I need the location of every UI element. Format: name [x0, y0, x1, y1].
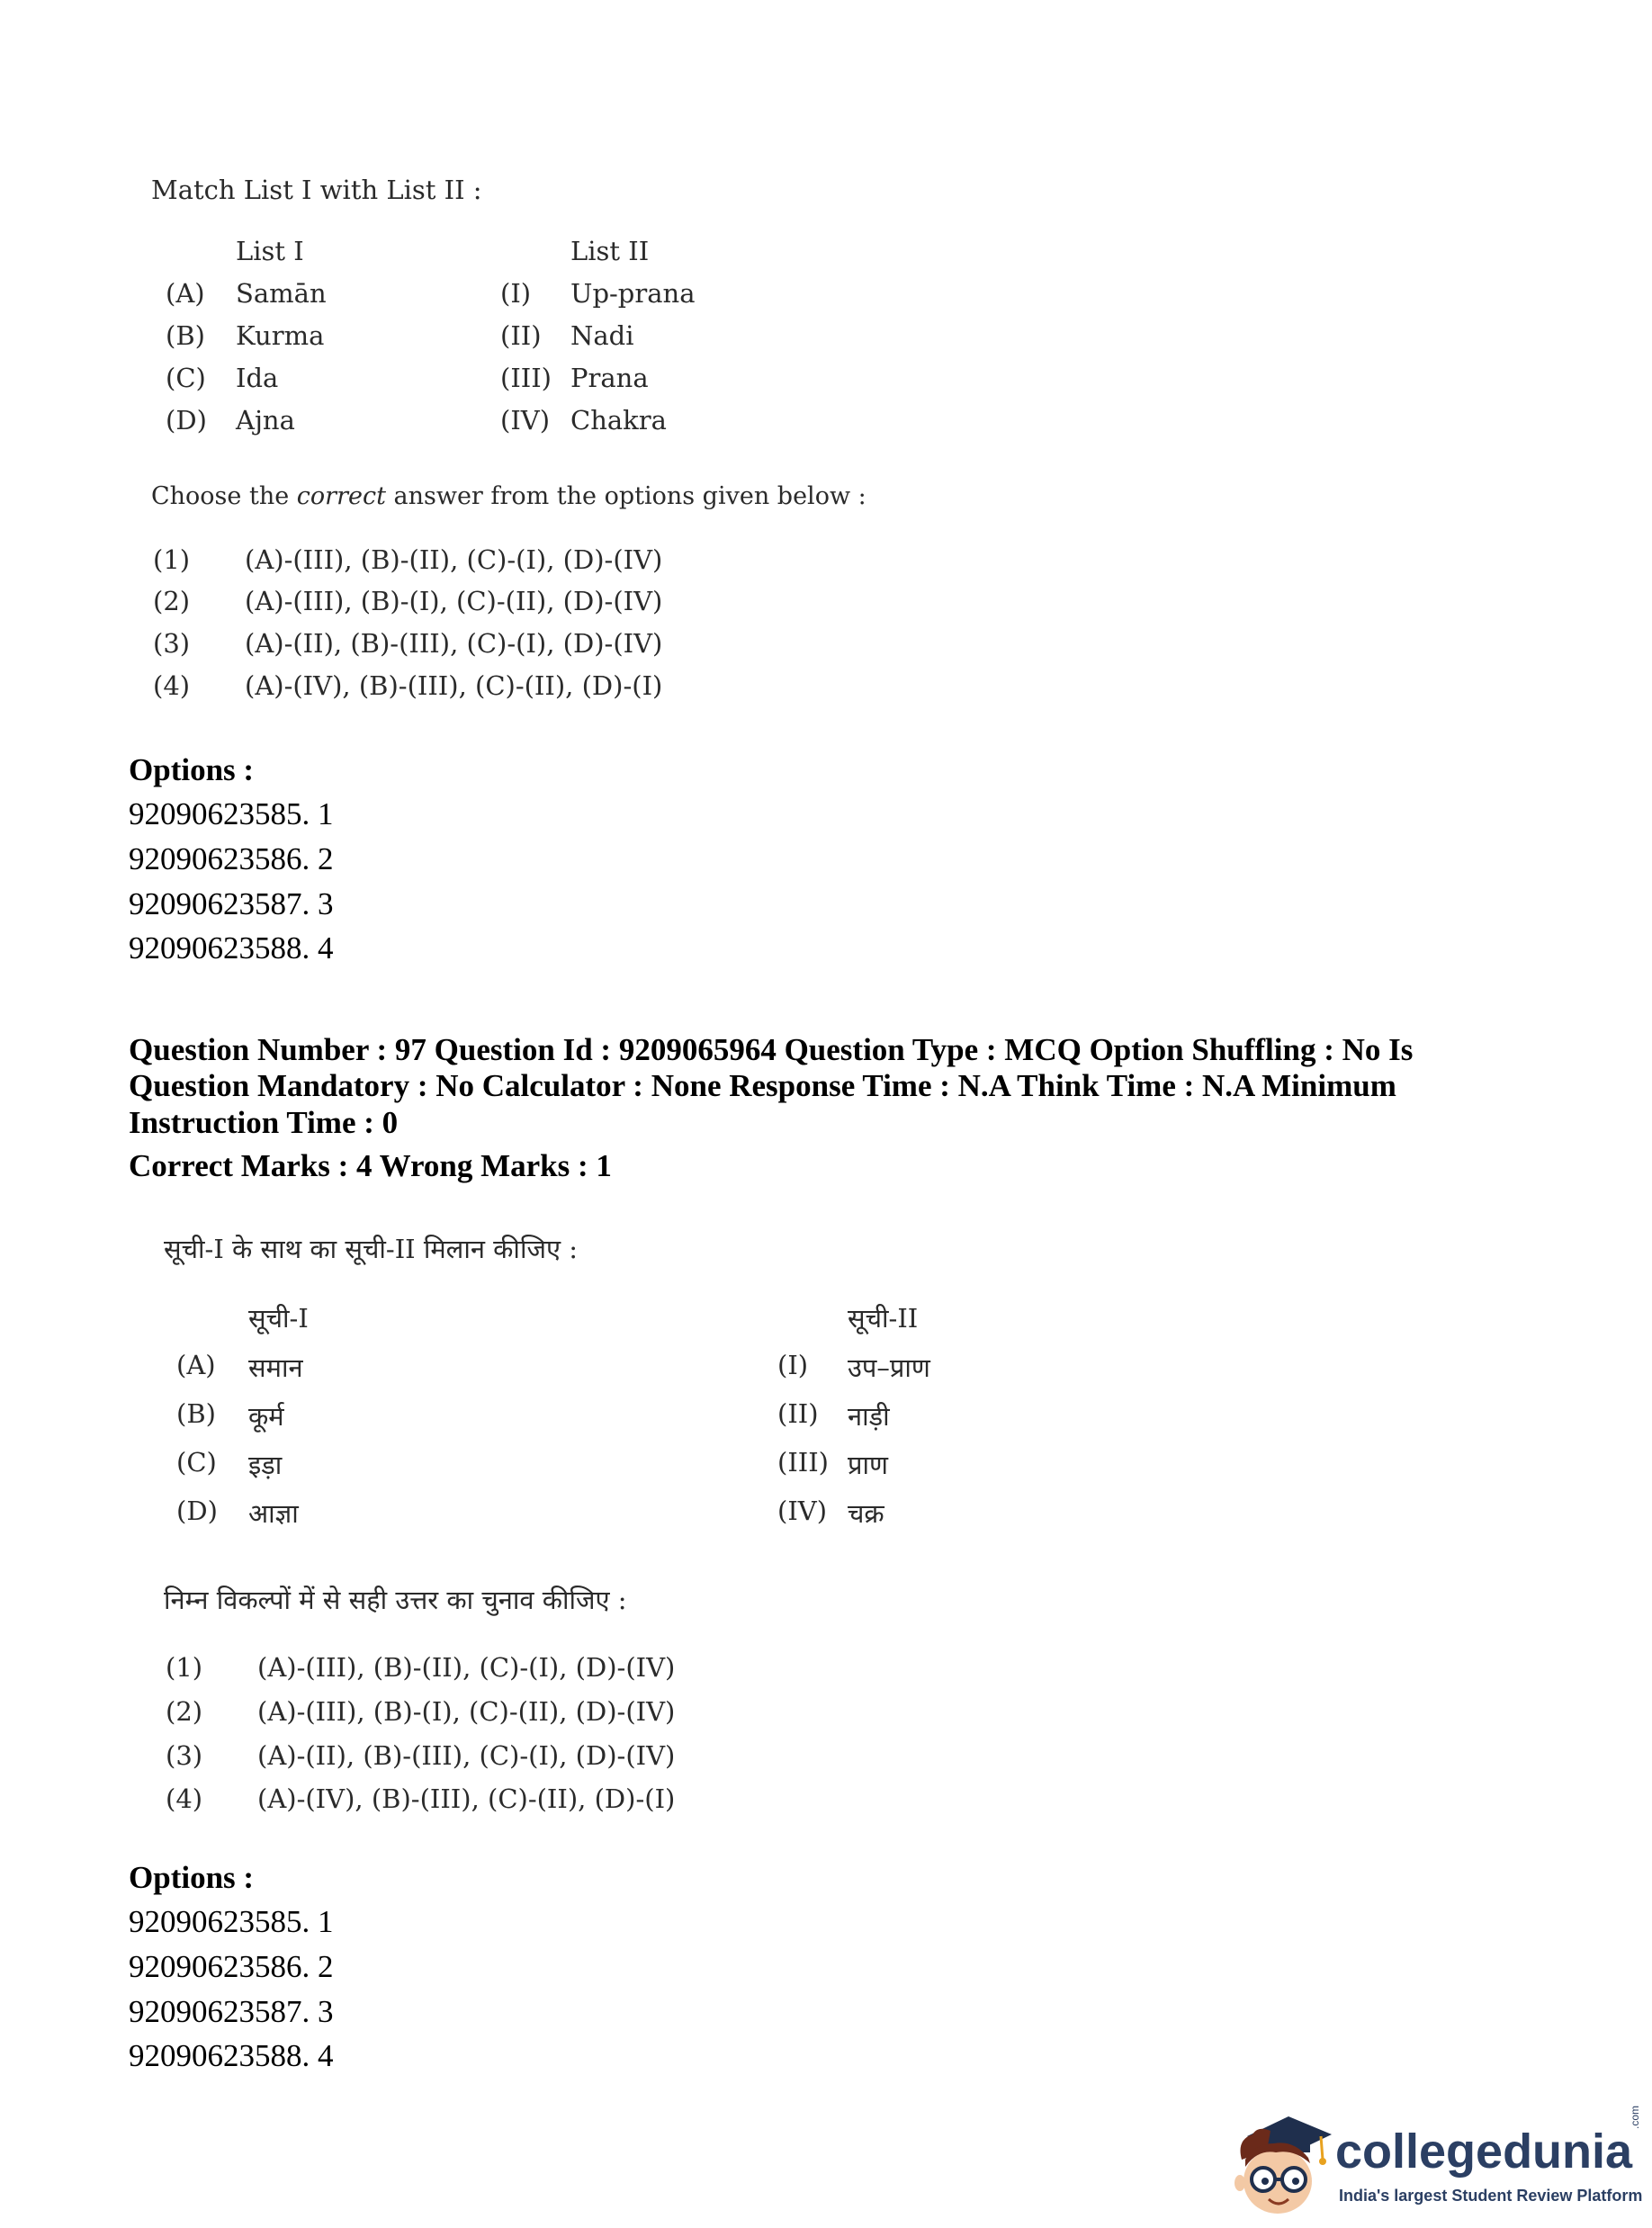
- q2-choice-text: (A)-(III), (B)-(I), (C)-(II), (D)-(IV): [257, 1696, 676, 1727]
- q2-choice-number: (3): [166, 1740, 203, 1771]
- q1-option: 92090623587. 3: [129, 886, 334, 921]
- q1-choice-text: (A)-(III), (B)-(II), (C)-(I), (D)-(IV): [245, 544, 663, 575]
- meta-line-2: Question Mandatory : No Calculator : None Response Time : N.A Think Time : N.A Minimum: [129, 1068, 1396, 1103]
- q1-row-match: Up-prana: [570, 278, 696, 309]
- q2-choice-number: (4): [166, 1783, 203, 1814]
- q1-row-roman: (III): [500, 363, 552, 393]
- q1-options-label: Options :: [129, 752, 255, 787]
- q2-list2-header: सूची-II: [848, 1303, 919, 1334]
- logo-tagline: India's largest Student Review Platform: [1339, 2187, 1643, 2205]
- q2-row-letter: (B): [176, 1398, 216, 1429]
- logo-com-suffix: .com: [1629, 2105, 1641, 2129]
- q1-option: 92090623588. 4: [129, 930, 334, 966]
- q1-row-roman: (II): [500, 320, 542, 351]
- q1-row-roman: (I): [500, 278, 532, 309]
- q1-list1-header: List I: [236, 236, 304, 266]
- q2-list1-header: सूची-I: [248, 1303, 309, 1334]
- q1-row-letter: (A): [166, 278, 205, 309]
- q2-row-roman: (I): [777, 1350, 809, 1380]
- q2-option: 92090623587. 3: [129, 1994, 334, 2029]
- q1-instruction: Match List I with List II :: [151, 175, 482, 205]
- q2-row-match: चक्र: [848, 1498, 884, 1529]
- q2-row-item: कूर्म: [248, 1401, 284, 1432]
- q2-choice-text: (A)-(III), (B)-(II), (C)-(I), (D)-(IV): [257, 1652, 676, 1683]
- q1-list2-header: List II: [570, 236, 650, 266]
- q2-instruction: सूची-I के साथ का सूची-II मिलान कीजिए :: [164, 1234, 578, 1264]
- meta-marks: Correct Marks : 4 Wrong Marks : 1: [129, 1148, 612, 1183]
- q2-row-match: उप–प्राण: [848, 1352, 930, 1383]
- logo-wordmark: collegedunia: [1335, 2125, 1633, 2179]
- q1-row-letter: (B): [166, 320, 205, 351]
- q1-choose-instruction: Choose the correct answer from the options given below :: [151, 482, 866, 510]
- q1-row-match: Chakra: [570, 405, 667, 436]
- q2-row-roman: (IV): [777, 1496, 828, 1526]
- q1-choice-number: (3): [153, 628, 191, 659]
- q1-row-roman: (IV): [500, 405, 551, 436]
- q1-choice-text: (A)-(IV), (B)-(III), (C)-(II), (D)-(I): [245, 670, 663, 701]
- q1-row-match: Prana: [570, 363, 649, 393]
- q2-row-roman: (III): [777, 1447, 829, 1478]
- q2-row-item: आज्ञा: [248, 1498, 299, 1529]
- q1-row-letter: (C): [166, 363, 206, 393]
- q1-row-letter: (D): [166, 405, 207, 436]
- meta-line-3: Instruction Time : 0: [129, 1105, 399, 1140]
- q1-choice-number: (1): [153, 544, 191, 575]
- q2-row-item: समान: [248, 1352, 303, 1383]
- q2-choice-number: (2): [166, 1696, 203, 1727]
- q2-choice-text: (A)-(IV), (B)-(III), (C)-(II), (D)-(I): [257, 1783, 676, 1814]
- q2-option: 92090623586. 2: [129, 1949, 334, 1984]
- q1-choice-number: (4): [153, 670, 191, 701]
- q2-row-match: नाड़ी: [848, 1401, 890, 1432]
- q2-options-label: Options :: [129, 1860, 255, 1895]
- q1-choice-text: (A)-(II), (B)-(III), (C)-(I), (D)-(IV): [245, 628, 663, 659]
- q2-row-item: इड़ा: [248, 1450, 283, 1480]
- q1-choice-number: (2): [153, 586, 191, 616]
- q1-row-match: Nadi: [570, 320, 634, 351]
- q2-choose-instruction: निम्न विकल्पों में से सही उत्तर का चुनाव कीजिए :: [164, 1585, 627, 1615]
- mascot-icon: [1222, 2104, 1335, 2219]
- q1-option: 92090623586. 2: [129, 841, 334, 876]
- q2-row-letter: (C): [176, 1447, 217, 1478]
- q2-row-roman: (II): [777, 1398, 819, 1429]
- q1-row-item: Ajna: [236, 405, 295, 436]
- q1-row-item: Ida: [236, 363, 279, 393]
- q2-row-letter: (D): [176, 1496, 218, 1526]
- q2-choice-number: (1): [166, 1652, 203, 1683]
- q2-option: 92090623585. 1: [129, 1904, 334, 1939]
- q1-row-item: Kurma: [236, 320, 325, 351]
- q2-row-match: प्राण: [848, 1450, 888, 1480]
- meta-line-1: Question Number : 97 Question Id : 9209065964 Question Type : MCQ Option Shuffling : No Is: [129, 1032, 1414, 1067]
- q2-choice-text: (A)-(II), (B)-(III), (C)-(I), (D)-(IV): [257, 1740, 676, 1771]
- q1-option: 92090623585. 1: [129, 796, 334, 831]
- q2-row-letter: (A): [176, 1350, 216, 1380]
- q1-choice-text: (A)-(III), (B)-(I), (C)-(II), (D)-(IV): [245, 586, 663, 616]
- q1-row-item: Samān: [236, 278, 327, 309]
- q2-option: 92090623588. 4: [129, 2038, 334, 2073]
